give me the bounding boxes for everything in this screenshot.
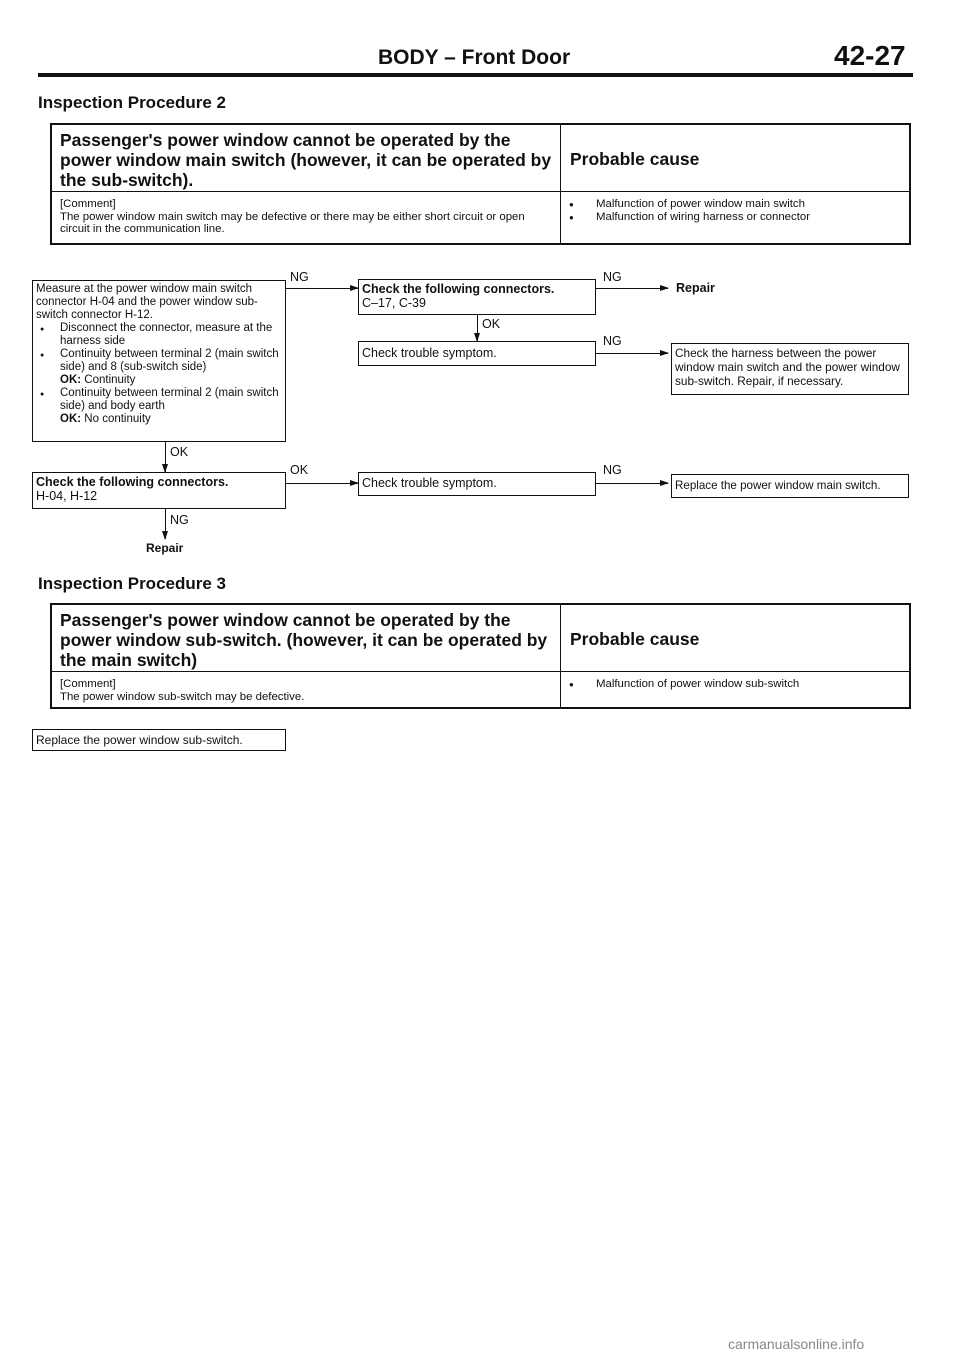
check-connectors-title: Check the following connectors.	[36, 475, 229, 489]
check-symptom-text: Check trouble symptom.	[362, 346, 497, 360]
ng-label: NG	[290, 270, 309, 284]
flow-arrow	[596, 288, 668, 289]
cause-item: ● Malfunction of wiring harness or connector	[566, 211, 906, 224]
check-connectors-b-box	[32, 472, 286, 509]
procedure-3-comment	[60, 678, 556, 703]
table-divider	[560, 605, 561, 707]
measure-step: ● Continuity between terminal 2 (main switch side) and 8 (sub-switch side)	[36, 348, 282, 374]
procedure-2-symptom: Passenger's power window cannot be operated by the power window main switch (however, it can be operated by the sub-switch).	[60, 130, 552, 190]
table-divider	[52, 191, 909, 192]
ng-label: NG	[603, 270, 622, 284]
ng-label: NG	[603, 463, 622, 477]
flow-arrow	[286, 483, 358, 484]
measure-ok	[36, 413, 282, 426]
procedure-2-title: Inspection Procedure 2	[38, 93, 226, 112]
comment-label: [Comment]	[60, 678, 116, 690]
table-divider	[52, 671, 909, 672]
check-symptom-text: Check trouble symptom.	[362, 476, 497, 490]
flow-arrow	[165, 442, 166, 472]
replace-main-switch-box	[671, 474, 909, 498]
procedure-2-comment	[60, 198, 556, 236]
check-connectors-a-box	[358, 279, 596, 315]
section-title: BODY – Front Door	[378, 46, 571, 69]
procedure-3-title: Inspection Procedure 3	[38, 574, 226, 593]
procedure-3-causes	[566, 678, 906, 691]
procedure-3-symptom: Passenger's power window cannot be operated by the power window sub-switch. (however, it can be operated by the main switch)	[60, 610, 548, 670]
flow-arrow	[286, 288, 358, 289]
ok-label: OK	[170, 445, 189, 459]
replace-main-text: Replace the power window main switch.	[675, 479, 881, 492]
flow-arrow	[596, 353, 668, 354]
ok-label: OK:	[60, 374, 82, 386]
measure-step: ● Continuity between terminal 2 (main switch side) and body earth	[36, 387, 282, 413]
flow-arrow	[477, 315, 478, 341]
cause-item: ● Malfunction of power window main switch	[566, 198, 906, 211]
measure-step: ● Disconnect the connector, measure at the harness side	[36, 322, 282, 348]
repair-result: Repair	[146, 541, 184, 555]
ok-value: No continuity	[84, 413, 151, 425]
ng-label: NG	[603, 334, 622, 348]
replace-sub-text: Replace the power window sub-switch.	[36, 733, 243, 747]
check-harness-text: Check the harness between the power window main switch and the power window sub-switch. Repair, if necessary.	[675, 346, 900, 388]
procedure-2-causes	[566, 198, 906, 223]
ng-label: NG	[170, 513, 189, 527]
check-symptom-b-box	[358, 472, 596, 496]
watermark: carmanualsonline.info	[728, 1336, 865, 1352]
measure-ok	[36, 374, 282, 387]
comment-text: The power window sub-switch may be defective.	[60, 690, 305, 703]
procedure-3-cause-heading: Probable cause	[570, 629, 700, 649]
procedure-2-cause-heading: Probable cause	[570, 149, 700, 169]
flow-arrow	[596, 483, 668, 484]
table-divider	[560, 125, 561, 243]
ok-label: OK:	[60, 413, 82, 425]
flow-arrow	[165, 509, 166, 539]
ok-value: Continuity	[84, 374, 136, 386]
header-rule	[38, 73, 913, 77]
ok-label: OK	[482, 317, 501, 331]
procedure-2-table	[50, 123, 911, 245]
comment-label: [Comment]	[60, 198, 116, 210]
page-number: 42-27	[834, 40, 906, 71]
check-harness-box	[671, 343, 909, 395]
repair-result: Repair	[676, 281, 715, 295]
measure-box	[32, 280, 286, 442]
check-symptom-a-box	[358, 341, 596, 366]
check-connectors-detail: H-04, H-12	[36, 489, 98, 503]
comment-text: The power window main switch may be defective or there may be either short circuit or open circuit in the communication line.	[60, 210, 525, 235]
ok-label: OK	[290, 463, 309, 477]
procedure-3-table	[50, 603, 911, 709]
check-connectors-detail: C–17, C-39	[362, 296, 426, 310]
measure-intro: Measure at the power window main switch connector H-04 and the power window sub-switch connector H-12.	[36, 283, 258, 321]
cause-item: ● Malfunction of power window sub-switch	[566, 678, 906, 691]
replace-sub-switch-box	[32, 729, 286, 751]
check-connectors-title: Check the following connectors.	[362, 282, 555, 296]
